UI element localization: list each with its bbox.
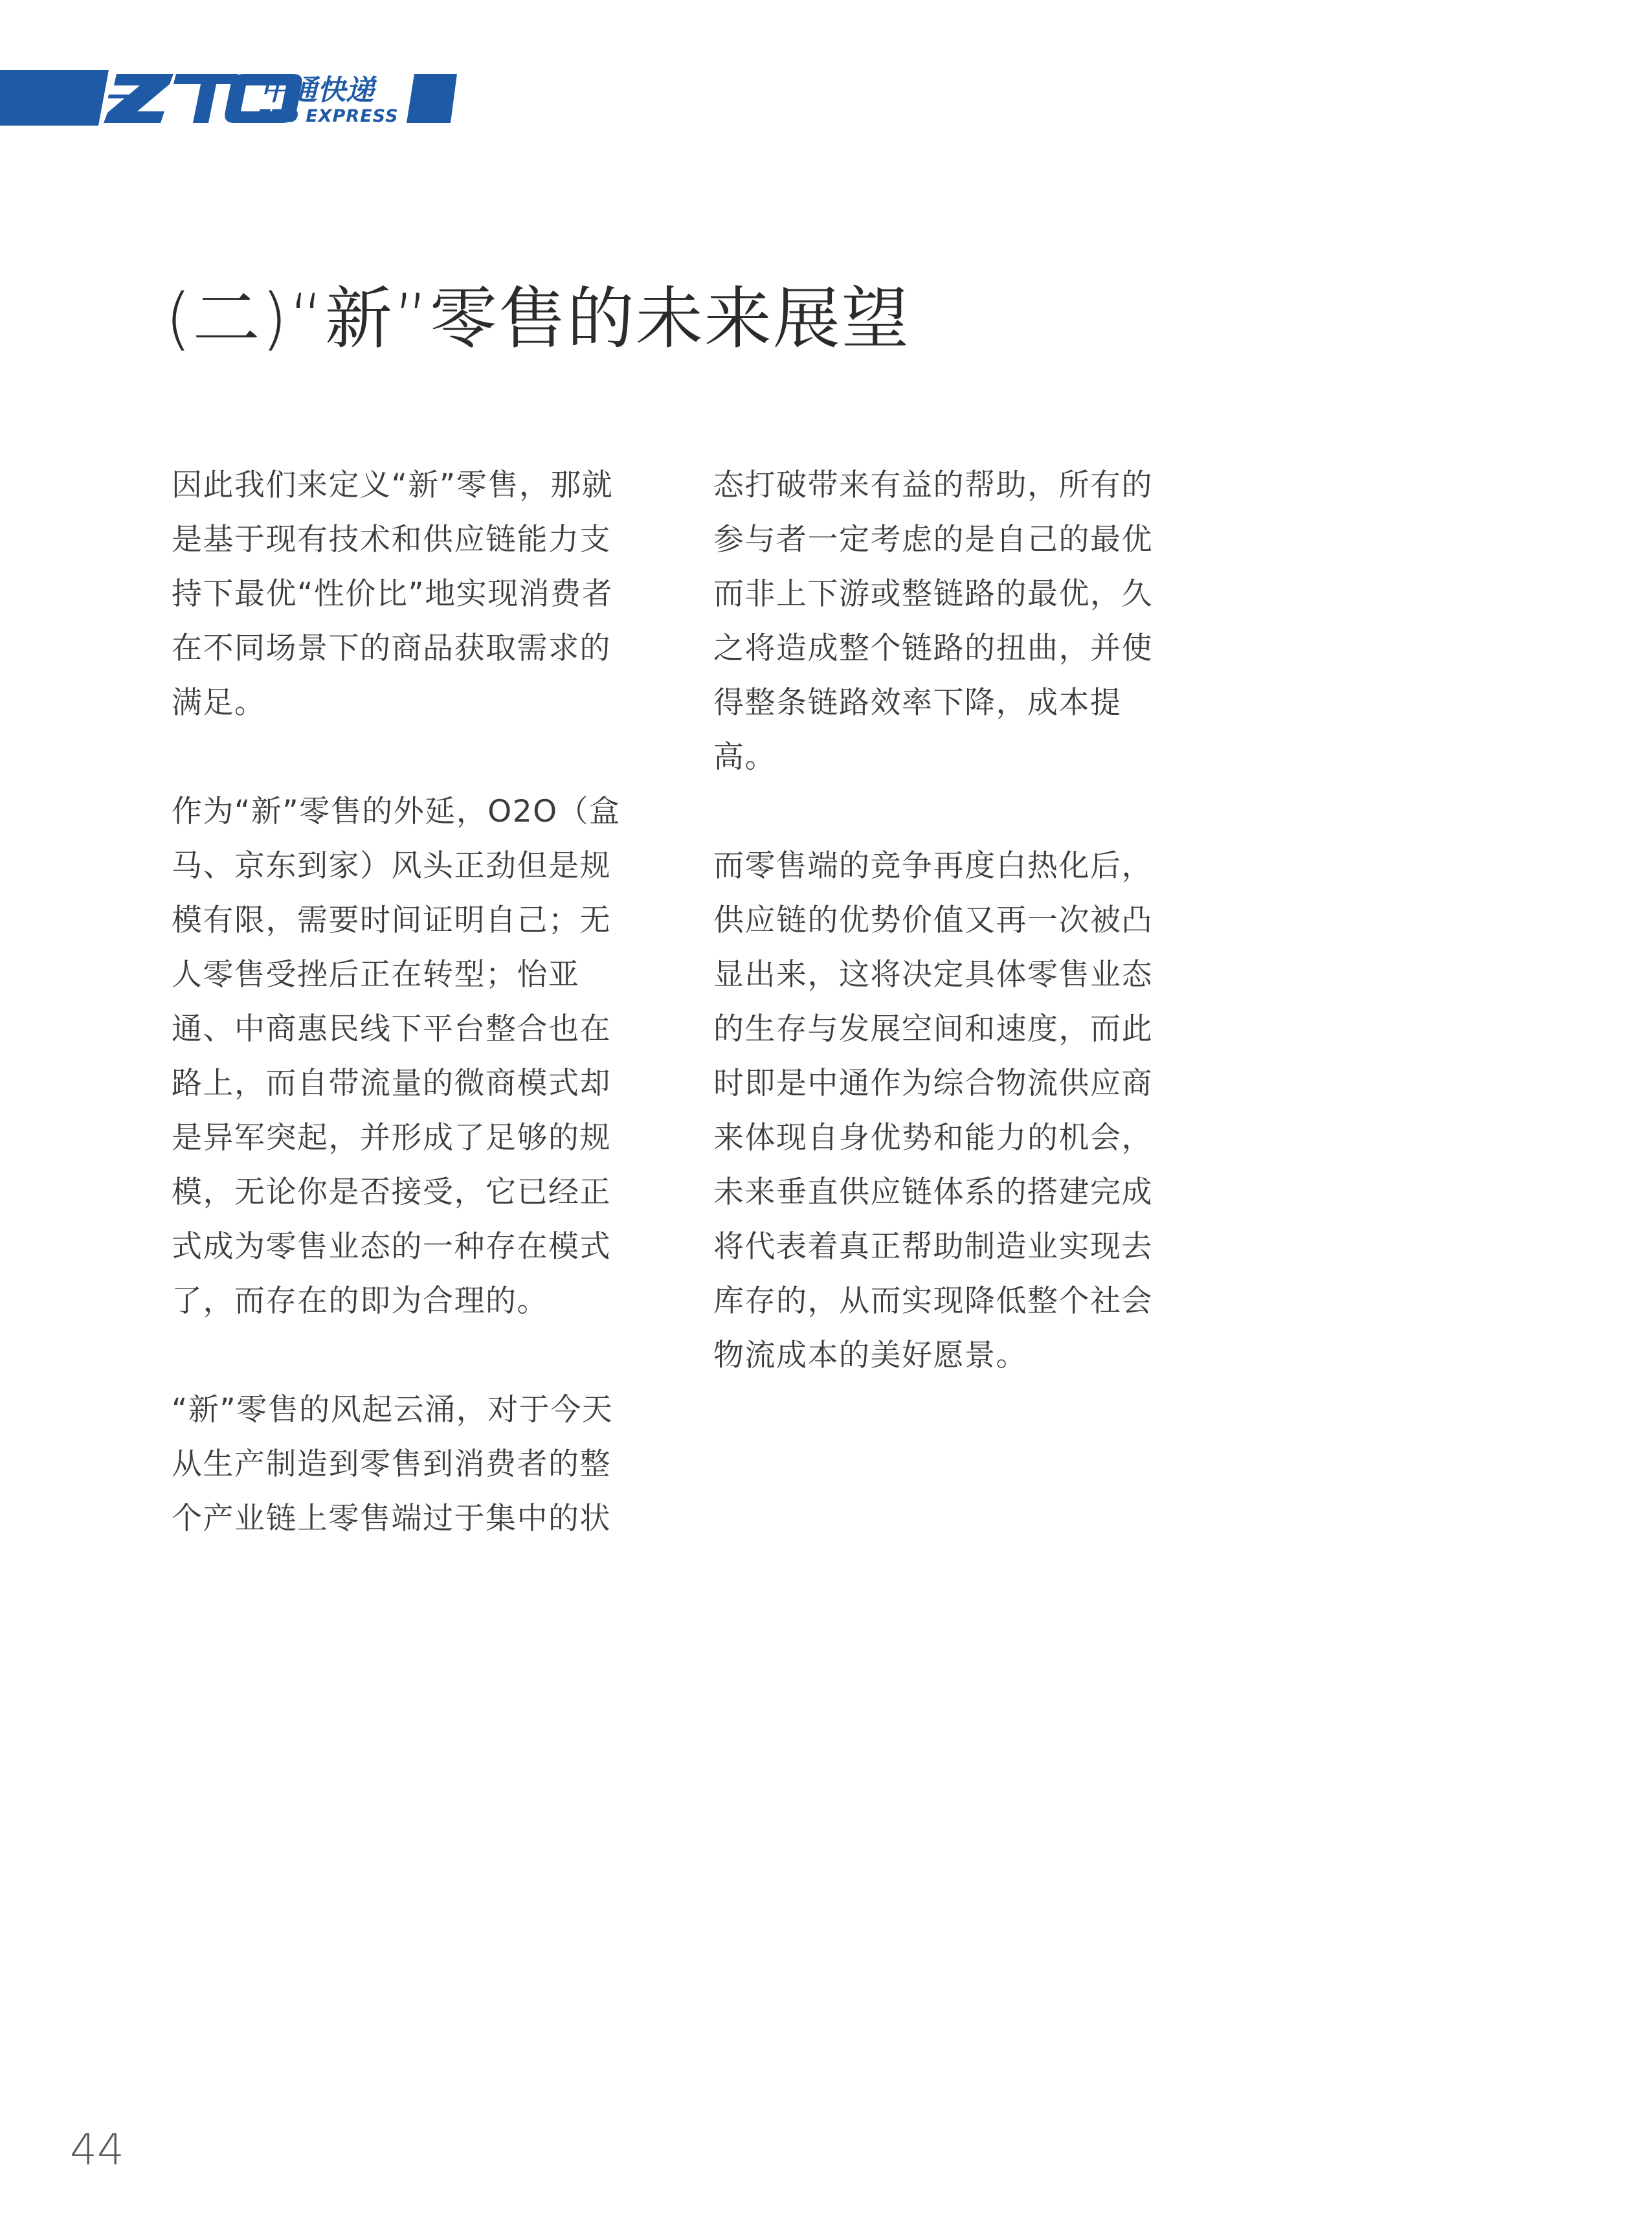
text-line: 得整条链路效率下降，成本提 <box>713 685 1122 721</box>
text-line: 是基于现有技术和供应链能力支 <box>172 522 611 557</box>
text-line: 人零售受挫后正在转型；怡亚 <box>172 957 580 993</box>
text-line: 是异军突起，并形成了足够的规 <box>172 1120 611 1156</box>
paragraph <box>172 1383 651 1546</box>
text-line: 持下最优“性价比”地实现消费者 <box>172 576 614 612</box>
paragraph <box>172 785 651 1329</box>
text-line: 高。 <box>713 739 776 775</box>
text-line: 而零售端的竞争再度白热化后， <box>713 848 1153 884</box>
brand-name-en: ZTO EXPRESS <box>258 106 399 126</box>
text-line: 通、中商惠民线下平台整合也在 <box>172 1011 611 1047</box>
text-line: 时即是中通作为综合物流供应商 <box>713 1066 1153 1101</box>
text-line: 参与者一定考虑的是自己的最优 <box>713 522 1153 557</box>
text-line: 来体现自身优势和能力的机会， <box>713 1120 1153 1156</box>
text-line: 之将造成整个链路的扭曲，并使 <box>713 631 1153 666</box>
text-line: 模，无论你是否接受，它已经正 <box>172 1175 611 1210</box>
text-line: 个产业链上零售端过于集中的状 <box>172 1501 611 1536</box>
text-line: 作为“新”零售的外延，O2O（盒 <box>172 794 621 829</box>
text-line: 马、京东到家）风头正劲但是规 <box>172 848 611 884</box>
text-line: 因此我们来定义“新”零售，那就 <box>172 467 614 503</box>
text-line: 了，而存在的即为合理的。 <box>172 1283 548 1319</box>
text-line: 的生存与发展空间和速度，而此 <box>713 1011 1153 1047</box>
text-line: 路上，而自带流量的微商模式却 <box>172 1066 611 1101</box>
text-line: 在不同场景下的商品获取需求的 <box>172 631 611 666</box>
text-line: 从生产制造到零售到消费者的整 <box>172 1446 611 1482</box>
text-line: 而非上下游或整链路的最优，久 <box>713 576 1153 612</box>
brand-header <box>0 70 466 126</box>
text-line: 满足。 <box>172 685 266 721</box>
page-number: 44 <box>70 2125 124 2175</box>
right-column <box>713 458 1192 1437</box>
text-line: 将代表着真正帮助制造业实现去 <box>713 1229 1153 1265</box>
text-line: 供应链的优势价值又再一次被凸 <box>713 903 1153 938</box>
text-line: 态打破带来有益的帮助，所有的 <box>713 467 1153 503</box>
paragraph <box>172 458 651 730</box>
zto-logo <box>0 70 466 126</box>
text-line: 库存的，从而实现降低整个社会 <box>713 1283 1153 1319</box>
text-line: “新”零售的风起云涌，对于今天 <box>172 1392 614 1428</box>
left-column <box>172 458 651 1601</box>
paragraph <box>713 839 1192 1383</box>
text-line: 未来垂直供应链体系的搭建完成 <box>713 1175 1153 1210</box>
text-line: 式成为零售业态的一种存在模式 <box>172 1229 611 1265</box>
brand-name-cn: 中通快递 <box>260 74 374 107</box>
section-title: (二)“新”零售的未来展望 <box>165 279 910 358</box>
text-line: 显出来，这将决定具体零售业态 <box>713 957 1153 993</box>
text-line: 模有限，需要时间证明自己；无 <box>172 903 611 938</box>
text-line: 物流成本的美好愿景。 <box>713 1338 1027 1373</box>
paragraph <box>713 458 1192 785</box>
